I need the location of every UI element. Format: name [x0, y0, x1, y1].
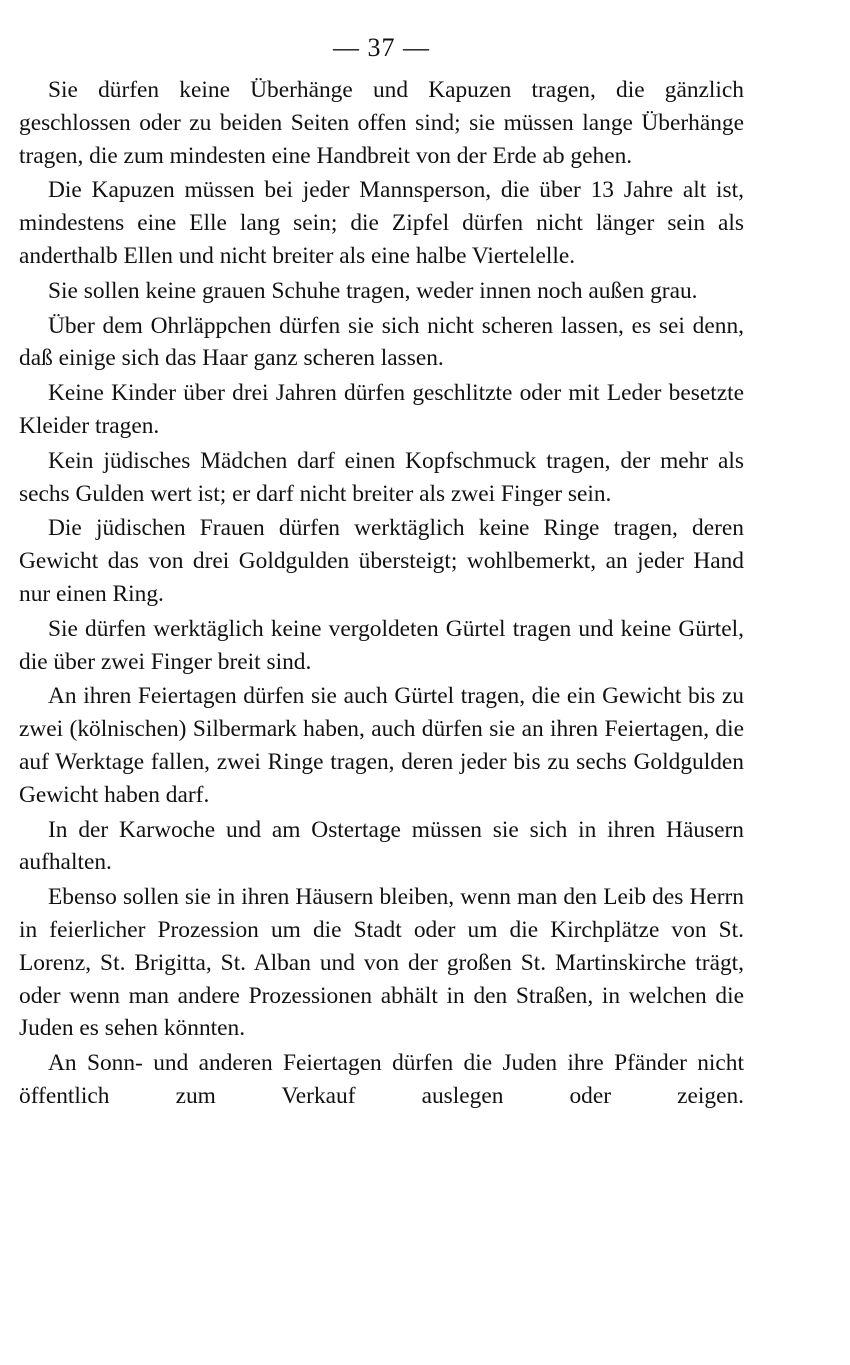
paragraph-12: An Sonn- und anderen Feiertagen dürfen die Juden ihre Pfänder nicht öffentlich zum Verkauf auslegen oder zeigen. — [19, 1050, 744, 1109]
paragraph-2: Die Kapuzen müssen bei jeder Mannsperson, die über 13 Jahre alt ist, mindestens eine Elle lang sein; die Zipfel dürfen nicht länger sein als anderthalb Ellen und nicht breiter als eine halbe Viertelelle. — [19, 177, 744, 269]
paragraph-9: An ihren Feiertagen dürfen sie auch Gürtel tragen, die ein Gewicht bis zu zwei (kölnischen) Silbermark haben, auch dürfen sie an ihren Feiertagen, die auf Werktage fallen, zwei Ringe tragen, deren jeder bis zu sechs Goldgulden Gewicht haben darf. — [19, 683, 744, 808]
paragraph-5: Keine Kinder über drei Jahren dürfen geschlitzte oder mit Leder besetzte Kleider tragen. — [19, 380, 744, 439]
paragraph-11: Ebenso sollen sie in ihren Häusern bleiben, wenn man den Leib des Herrn in feierlicher Prozession um die Stadt oder um die Kirchplätze von St. Lorenz, St. Brigitta, St. Alban und von der großen St. Martinskirche trägt, oder wenn man andere Prozessionen abhält in den Straßen, in welchen die Juden es sehen könnten. — [19, 884, 744, 1042]
paragraph-3: Sie sollen keine grauen Schuhe tragen, weder innen noch außen grau. — [48, 277, 698, 304]
paragraph-8: Sie dürfen werktäglich keine vergoldeten Gürtel tragen und keine Gürtel, die über zwei Finger breit sind. — [19, 615, 744, 675]
paragraph-6: Kein jüdisches Mädchen darf einen Kopfschmuck tragen, der mehr als sechs Gulden wert ist; er darf nicht breiter als zwei Finger sein. — [19, 447, 744, 507]
paragraph-10: In der Karwoche und am Ostertage müssen sie sich in ihren Häusern aufhalten. — [19, 816, 744, 876]
paragraph-7: Die jüdischen Frauen dürfen werktäglich keine Ringe tragen, deren Gewicht das von drei Goldgulden übersteigt; wohlbemerkt, an jeder Hand nur einen Ring. — [19, 515, 744, 607]
paragraph-1: Sie dürfen keine Überhänge und Kapuzen tragen, die gänzlich geschlossen oder zu beiden Seiten offen sind; sie müssen lange Überhänge tragen, die zum mindesten eine Handbreit von der Erde ab gehen. — [19, 77, 744, 169]
paragraph-4: Über dem Ohrläppchen dürfen sie sich nicht scheren lassen, es sei denn, daß einige sich das Haar ganz scheren lassen. — [19, 312, 744, 372]
book-page — [19, 28, 744, 1115]
page-number: — 37 — — [333, 33, 430, 62]
